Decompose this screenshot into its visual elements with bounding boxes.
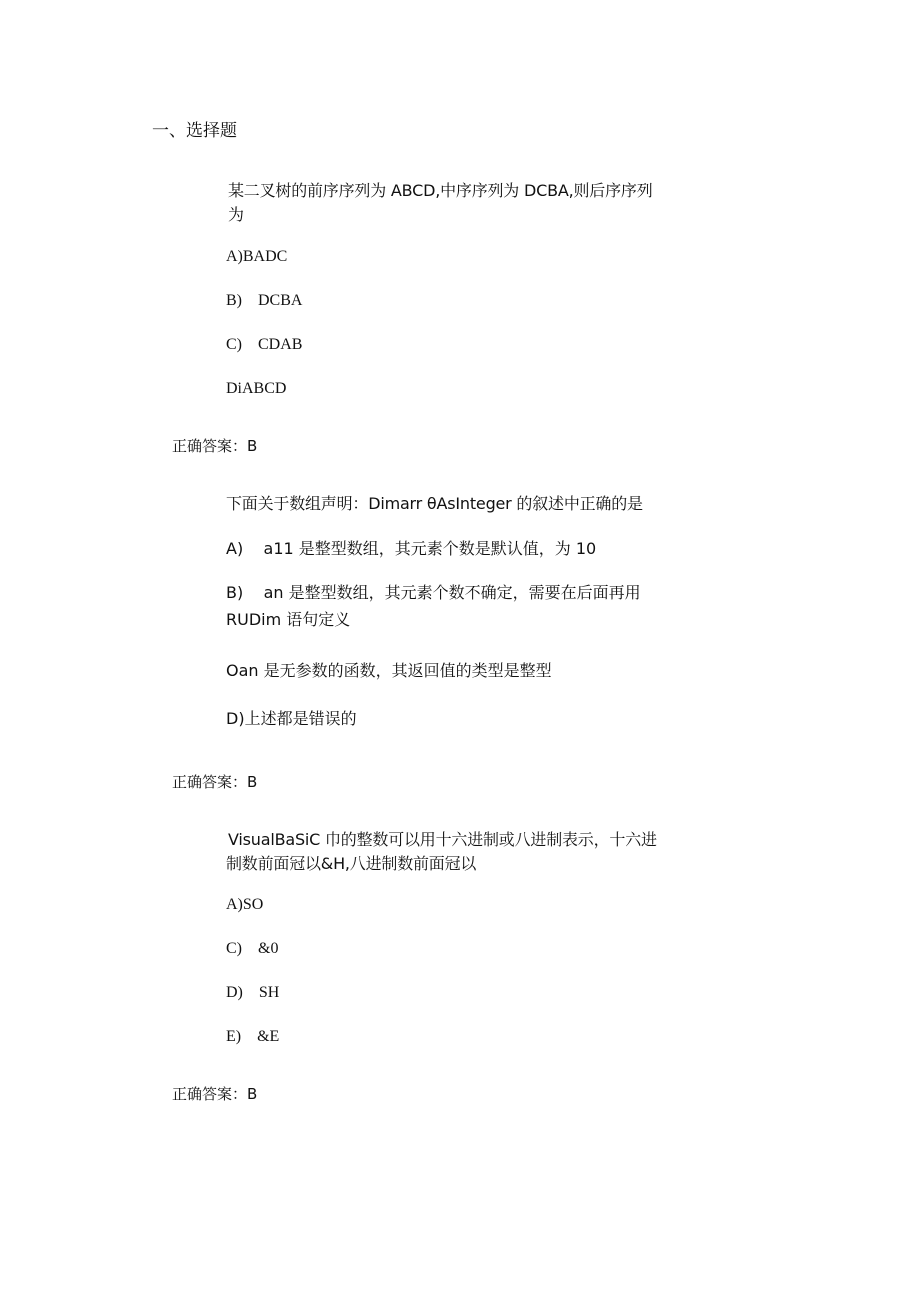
question-2-stem: 下面关于数组声明：Dimarr θAsInteger 的叙述中正确的是 <box>226 494 643 513</box>
question-2-option-b-continued: RUDim 语句定义 <box>226 610 351 629</box>
question-3-stem-line-1: VisualBaSiC 巾的整数可以用十六进制或八进制表示，十六进 <box>228 830 657 849</box>
question-1-stem-line-2: 为 <box>228 205 244 224</box>
question-2-option-c: Oan 是无参数的函数，其返回值的类型是整型 <box>226 661 552 680</box>
question-1-stem-line-1: 某二叉树的前序序列为 ABCD,中序序列为 DCBA,则后序序列 <box>228 181 653 200</box>
question-2-option-a: A) a11 是整型数组，其元素个数是默认值，为 10 <box>226 539 597 558</box>
question-1-option-a: A)BADC <box>226 248 288 265</box>
question-3-option-e: E) &E <box>226 1028 280 1045</box>
question-3-option-c: C) &0 <box>226 940 279 957</box>
question-3-option-d: D) SH <box>226 984 280 1001</box>
question-2-option-d: D)上述都是错误的 <box>226 709 357 728</box>
section-title: 一、选择题 <box>152 121 237 141</box>
question-2-option-b: B) an 是整型数组，其元素个数不确定，需要在后面再用 <box>226 583 641 602</box>
question-3-option-a: A)SO <box>226 896 264 913</box>
question-3-answer: 正确答案：B <box>172 1085 258 1103</box>
question-1-option-b: B) DCBA <box>226 292 303 309</box>
question-1-option-c: C) CDAB <box>226 336 303 353</box>
question-1-option-d: DiABCD <box>226 380 287 397</box>
question-3-stem-line-2: 制数前面冠以&H,八进制数前面冠以 <box>226 854 477 873</box>
question-2-answer: 正确答案：B <box>172 773 258 791</box>
question-1-answer: 正确答案：B <box>172 437 258 455</box>
